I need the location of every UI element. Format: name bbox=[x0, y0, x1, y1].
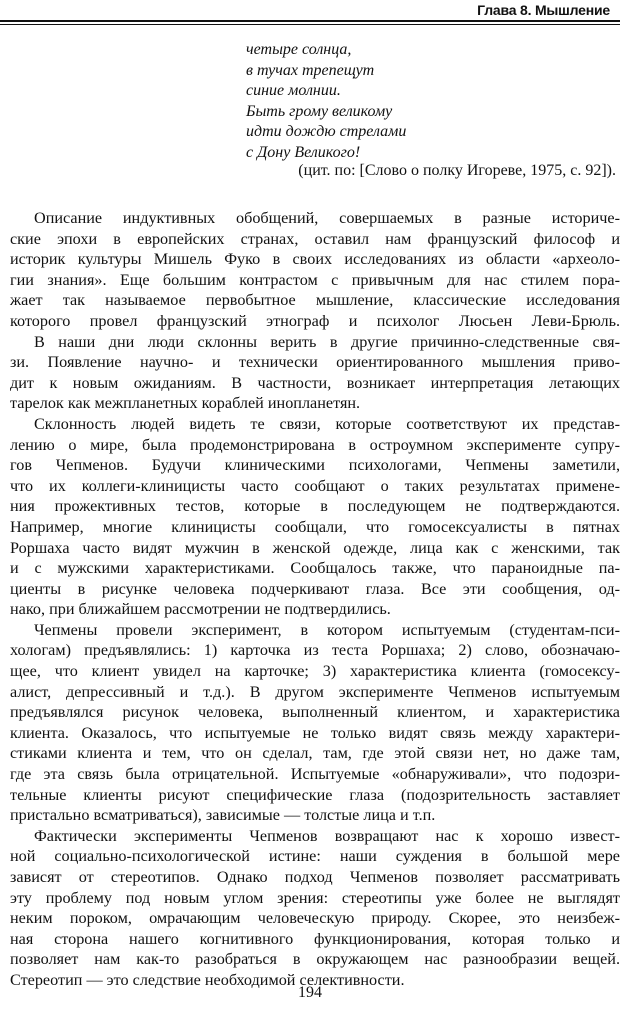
text-line: Роршаха часто видят мужчин в женской одежде, лица как с женскими, так bbox=[10, 538, 620, 557]
header-rule-thick bbox=[0, 20, 620, 22]
text-line: где эта связь была отрицательной. Испытуемые «обнаруживали», что подозри- bbox=[10, 765, 620, 784]
text-line: алист, депрессивный и т.д.). В другом эксперименте Чепменов испытуемым bbox=[10, 682, 620, 701]
text-line: Склонность людей видеть те связи, которые соответствуют их представ- bbox=[34, 414, 620, 433]
text-line: щее, что клиент увидел на карточке; 3) характеристика клиента (гомосексу- bbox=[10, 662, 620, 681]
poem-line: в тучах трепещут bbox=[246, 61, 375, 79]
poem-line: идти дождю стрелами bbox=[246, 123, 407, 141]
text-line: Чепмены провели эксперимент, в котором испытуемым (студентам-пси- bbox=[34, 620, 620, 639]
poem-line: Быть грому великому bbox=[246, 102, 393, 120]
text-line: клиента. Оказалось, что испытуемые не только видят связь между характери- bbox=[10, 723, 620, 742]
text-line: и с мужскими характеристиками. Сообщалось также, что параноидные па- bbox=[10, 559, 620, 578]
text-line: гии знания». Еще большим контрастом с привычным для нас стилем пора- bbox=[10, 270, 620, 289]
text-line: Описание индуктивных обобщений, совершаемых в разные историче- bbox=[34, 209, 620, 227]
page-number: 194 bbox=[298, 984, 322, 1001]
text-line: неким пороком, омрачающим человеческую природу. Скорее, это неизбеж- bbox=[10, 909, 620, 928]
text-line: ной социально-психологической истине: наши суждения в большой мере bbox=[10, 847, 620, 866]
poem-citation: (цит. по: [Слово о полку Игореве, 1975, с. 92]). bbox=[298, 162, 616, 179]
text-line: дит к новым ожиданиям. В частности, возникает интерпретация летающих bbox=[10, 373, 620, 392]
text-line: гов Чепменов. Будучи клиническими психологами, Чепмены заметили, bbox=[10, 456, 620, 475]
text-line: пристально всматриваться), зависимые — толстые лица и т.п. bbox=[10, 806, 436, 825]
text-line: циенты в рисунке человека подчеркивают глаза. Все эти сообщения, од- bbox=[10, 579, 620, 598]
text-line: предъявлялся рисунок человека, выполненный клиентом, и характеристика bbox=[10, 703, 620, 722]
chapter-title: Глава 8. Мышление bbox=[477, 2, 610, 18]
text-line: Фактически эксперименты Чепменов возвращают нас к хорошо извест- bbox=[34, 826, 620, 845]
text-line: зи. Появление научно- и технически ориентированного мышления приво- bbox=[10, 353, 620, 372]
text-line: которого провел французский этнограф и психолог Люсьен Леви-Брюль. bbox=[10, 311, 620, 330]
text-line: что их коллеги-клиницисты часто сообщают о таких результатах примене- bbox=[10, 476, 620, 495]
text-line: жает так называемое первобытное мышление, классические исследования bbox=[10, 291, 620, 310]
text-line: историк культуры Мишель Фуко в своих исследованиях из области «археоло- bbox=[10, 250, 620, 269]
text-line: эту проблему под новым углом зрения: стереотипы уже более не выглядят bbox=[10, 888, 620, 907]
text-line: Стереотип — это следствие необходимой селективности. bbox=[10, 970, 405, 989]
poem-line: четыре солнца, bbox=[246, 41, 352, 58]
text-line: позволяет нам как-то разобраться в окружающем нас разнообразии вещей. bbox=[10, 950, 620, 969]
text-line: зависят от стереотипов. Однако подход Чепменов позволяет рассматривать bbox=[10, 868, 620, 886]
poem-line: синие молнии. bbox=[246, 82, 341, 100]
body-text bbox=[10, 208, 620, 991]
text-line: ские эпохи в европейских странах, оставил нам французский философ и bbox=[10, 229, 620, 248]
text-line: Например, многие клиницисты сообщали, что гомосексуалисты в пятнах bbox=[10, 517, 620, 536]
text-line: В наши дни люди склонны верить в другие причинно-следственные свя- bbox=[34, 332, 620, 351]
text-line: тельные клиенты рисуют специфические глаза (подозрительность заставляет bbox=[10, 785, 620, 804]
text-line: ния прожективных тестов, которые в последующем не подтверждаются. bbox=[10, 497, 620, 516]
text-line: стиками клиента и тем, что он сделал, там, где этой связи нет, но даже там, bbox=[10, 744, 620, 763]
text-line: тарелок как межпланетных кораблей инопланетян. bbox=[10, 394, 361, 413]
text-line: нако, при ближайшем рассмотрении не подтвердились. bbox=[10, 600, 391, 619]
poem-line: с Дону Великого! bbox=[246, 143, 361, 161]
text-line: ная сторона нашего когнитивного функционирования, которая только и bbox=[10, 929, 620, 948]
text-line: лению о мире, была продемонстрирована в остроумном эксперименте супру- bbox=[10, 435, 620, 454]
running-header bbox=[0, 0, 620, 24]
poem-quote bbox=[246, 40, 406, 164]
header-rule-thin bbox=[0, 24, 620, 25]
text-line: хологам) предъявлялись: 1) карточка из теста Роршаха; 2) слово, обозначаю- bbox=[10, 641, 620, 660]
